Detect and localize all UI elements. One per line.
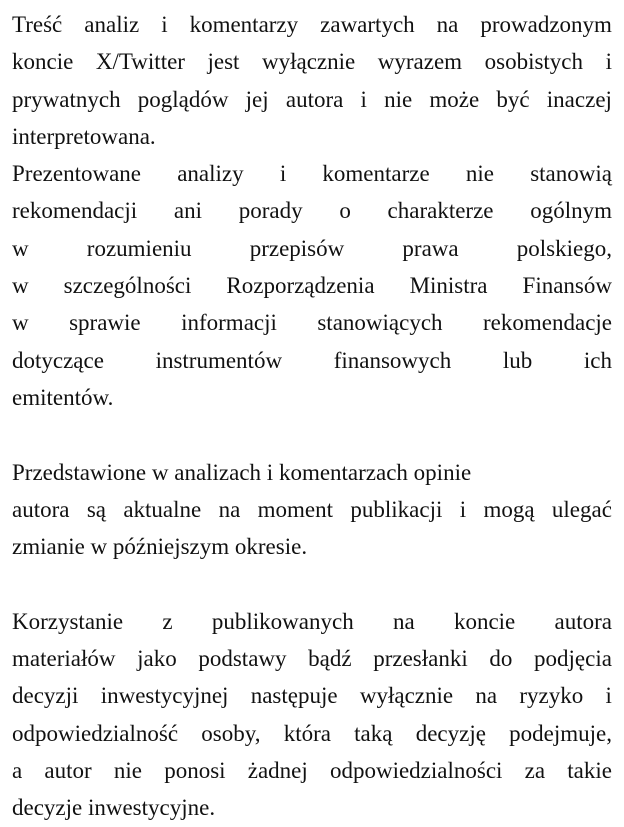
word: zawartych [320,12,415,37]
word: podstawy [198,646,287,672]
word: mogą [483,496,535,522]
word: koncie [453,608,516,634]
word: podjęcia [534,646,612,672]
word: jej [245,86,269,112]
word: osoby, [201,720,261,746]
word: Korzystanie [12,608,124,634]
text-line [12,230,612,267]
word: a [12,757,23,783]
word: i [605,49,612,75]
text-line [12,81,612,118]
word: koncie [12,49,74,75]
text-line [12,603,612,640]
word: która [283,720,331,746]
word: instrumentów [155,347,283,373]
word: komentarzy [189,12,299,37]
text-line [12,6,612,43]
word: osobistych [484,49,584,75]
word: nie [465,161,494,187]
word: żadnej [247,757,308,783]
word: i [279,161,287,187]
word: szczególności [63,273,192,299]
word: komentarze [322,161,430,187]
word: przesłanki [373,646,468,672]
word: finansowych [333,347,452,373]
word: porady [238,198,303,224]
word: może [429,86,480,112]
text-line: interpretowana. [12,123,156,149]
word: inaczej [546,86,612,112]
text-line [12,43,612,80]
word: analizy [177,161,244,187]
word: publikacji [350,496,443,522]
word: w [12,235,29,261]
word: poglądów [137,86,229,112]
word: są [86,496,106,522]
text-line [12,715,612,752]
text-line [12,677,612,714]
paragraph-personal-views [12,6,612,155]
text-line: Przedstawione w analizach i komentarzach opinie [12,459,472,485]
text-line [12,192,612,229]
word: w [12,310,29,336]
word: odpowiedzialność [12,720,179,746]
word: być [496,86,530,112]
word: stanowiących [317,310,443,336]
word: autora [12,496,70,522]
word: wyłącznie [262,49,356,75]
word: rekomendacje [483,310,612,336]
text-line [12,491,612,528]
word: i [360,86,367,112]
word: jest [207,49,240,75]
word: i [459,496,467,522]
paragraph-spacer [12,565,612,602]
word: następuje [250,683,338,709]
word: do [489,646,513,672]
word: wyłącznie [359,683,454,709]
word: charakterze [387,198,494,224]
word: ich [583,347,612,373]
word: rozumieniu [86,235,192,261]
paragraph-opinions-current [12,454,612,566]
word: jako [137,646,177,672]
paragraph-own-risk [12,603,612,827]
text-line [12,342,612,379]
word: ponosi [164,757,226,783]
text-line [12,267,612,304]
paragraph-not-recommendation [12,155,612,416]
word: na [392,608,415,634]
word: na [218,496,241,522]
word: Ministra [409,273,488,299]
word: na [475,683,498,709]
word: odpowiedzialności [329,757,503,783]
word: i [161,12,168,37]
word: autora [554,608,612,634]
text-line [12,752,612,789]
word: polskiego, [516,235,612,261]
word: Finansów [522,273,612,299]
word: Prezentowane [12,161,141,187]
word: decyzję [415,720,486,746]
text-line: zmianie w późniejszym okresie. [12,534,308,560]
word: taką [354,720,393,746]
text-line: emitentów. [12,384,114,410]
word: nie [384,86,413,112]
word: stanowią [530,161,612,187]
word: Treść [12,12,63,37]
word: prowadzonym [480,12,612,37]
word: na [436,12,459,37]
word: X/Twitter [95,49,185,75]
word: prawa [402,235,459,261]
text-line [12,304,612,341]
word: lub [502,347,533,373]
word: za [524,757,546,783]
word: i [605,683,612,709]
word: przepisów [249,235,345,261]
text-line: decyzje inwestycyjne. [12,795,216,821]
word: o [339,198,351,224]
word: informacji [181,310,277,336]
word: rekomendacji [12,198,138,224]
word: takie [567,757,612,783]
word: aktualne [123,496,202,522]
text-line [12,155,612,192]
word: Rozporządzenia [226,273,375,299]
text-line [12,640,612,677]
word: podejmuje, [509,720,612,746]
word: wyrazem [377,49,463,75]
word: ani [173,198,202,224]
word: autora [285,86,344,112]
word: w [12,273,29,299]
word: analiz [84,12,140,37]
word: moment [257,496,334,522]
paragraph-spacer [12,416,612,453]
word: materiałów [12,646,116,672]
word: sprawie [69,310,141,336]
word: publikowanych [211,608,354,634]
word: autor [44,757,92,783]
word: bądź [308,646,352,672]
word: ogólnym [530,198,612,224]
word: nie [113,757,142,783]
word: ulegać [551,496,612,522]
word: ryzyko [519,683,584,709]
word: prywatnych [12,86,121,112]
word: z [162,608,173,634]
word: dotyczące [12,347,104,373]
word: inwestycyjnej [100,683,229,709]
word: decyzji [12,683,79,709]
